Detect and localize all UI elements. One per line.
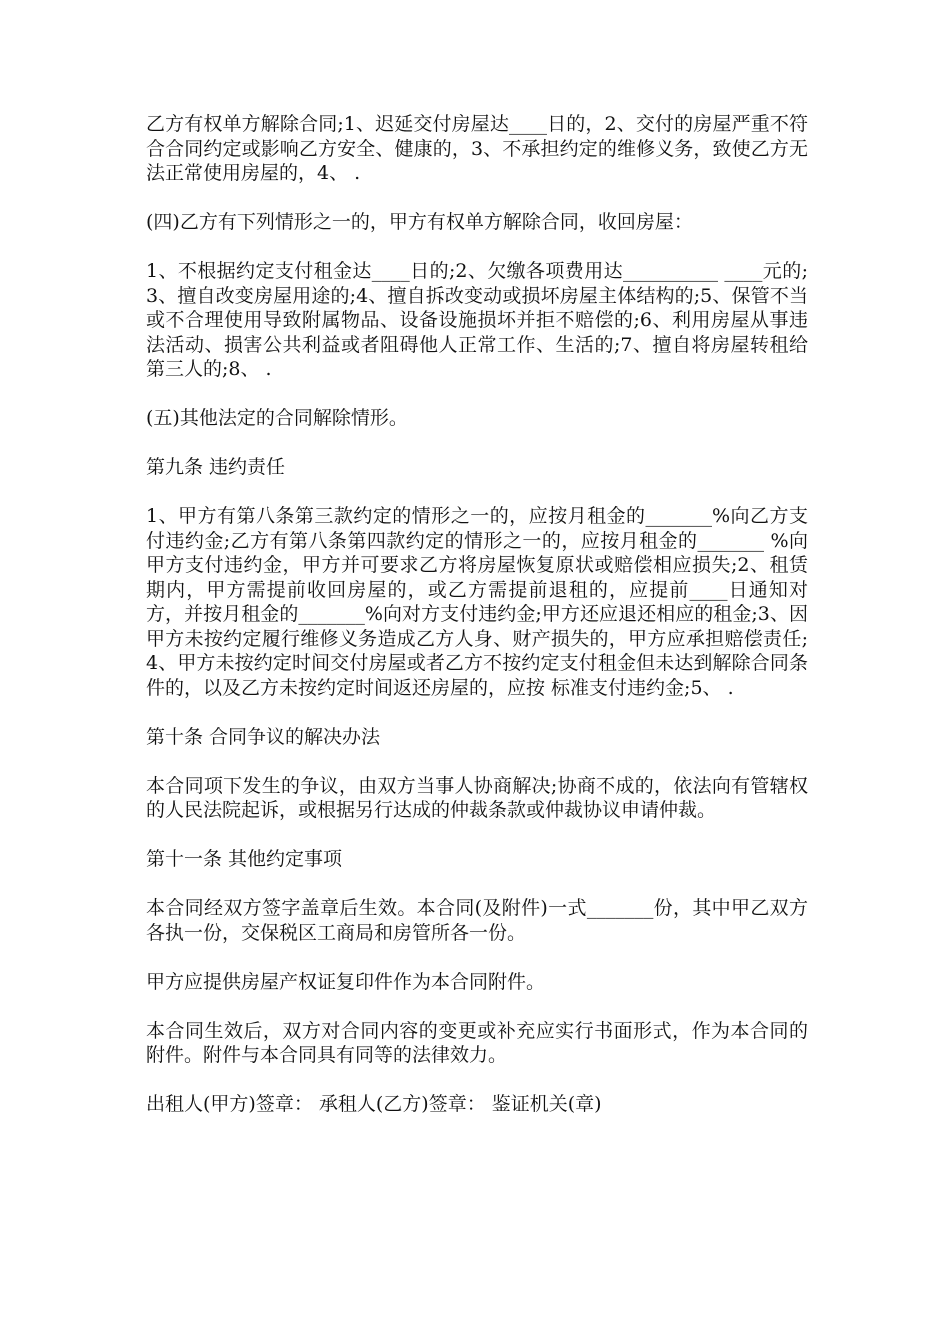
paragraph-amendments: 本合同生效后，双方对合同内容的变更或补充应实行书面形式，作为本合同的附件。附件与本合同具有同等的法律效力。: [146, 1019, 808, 1066]
paragraph-clause-four: (四)乙方有下列情形之一的，甲方有权单方解除合同，收回房屋：: [146, 211, 693, 233]
heading-article-eleven: 第十一条 其他约定事项: [146, 848, 343, 870]
paragraph-attachment: 甲方应提供房屋产权证复印件作为本合同附件。: [146, 970, 546, 993]
paragraph-termination-conditions: 1、不根据约定支付租金达____日的;2、欠缴各项费用达__________ ____元的;3、擅自改变房屋用途的;4、擅自拆改变动或损坏房屋主体结构的;5、保管不当或不合理使用导致附属物品、设备设施损坏并拒不赔偿的;6、利用房屋从事违法活动、损害公共利益或者阻碍他人正常工作、生活的;7、擅自将房屋转租给第三人的;8、 .: [146, 260, 808, 380]
document-body: [146, 112, 808, 1141]
paragraph-liability: 1、甲方有第八条第三款约定的情形之一的，应按月租金的_______%向乙方支付违约金;乙方有第八条第四款约定的情形之一的，应按月租金的_______ %向甲方支付违约金，甲方并可要求乙方将房屋恢复原状或赔偿相应损失;2、租赁期内，甲方需提前收回房屋的，或乙方需提前退租的，应提前____日通知对方，并按月租金的_______%向对方支付违约金;甲方还应退还相应的租金;3、因甲方未按约定履行维修义务造成乙方人身、财产损失的，甲方应承担赔偿责任;4、甲方未按约定时间交付房屋或者乙方不按约定支付租金但未达到解除合同条件的，以及乙方未按约定时间返还房屋的，应按 标准支付违约金;5、 .: [146, 505, 808, 699]
heading-article-ten: 第十条 合同争议的解决办法: [146, 725, 381, 748]
paragraph-dispute-resolution: 本合同项下发生的争议，由双方当事人协商解决;协商不成的，依法向有管辖权的人民法院起诉，或根据另行达成的仲裁条款或仲裁协议申请仲裁。: [146, 774, 808, 821]
paragraph-clause-five: (五)其他法定的合同解除情形。: [146, 407, 408, 429]
paragraph-termination-by-tenant: 乙方有权单方解除合同;1、迟延交付房屋达____日的，2、交付的房屋严重不符合合同约定或影响乙方安全、健康的，3、不承担约定的维修义务，致使乙方无法正常使用房屋的，4、 .: [146, 113, 808, 184]
heading-article-nine: 第九条 违约责任: [146, 456, 286, 478]
signature-line: 出租人(甲方)签章： 承租人(乙方)签章： 鉴证机关(章): [146, 1093, 602, 1115]
paragraph-effectiveness: 本合同经双方签字盖章后生效。本合同(及附件)一式_______份，其中甲乙双方各执一份，交保税区工商局和房管所各一份。: [146, 897, 808, 944]
